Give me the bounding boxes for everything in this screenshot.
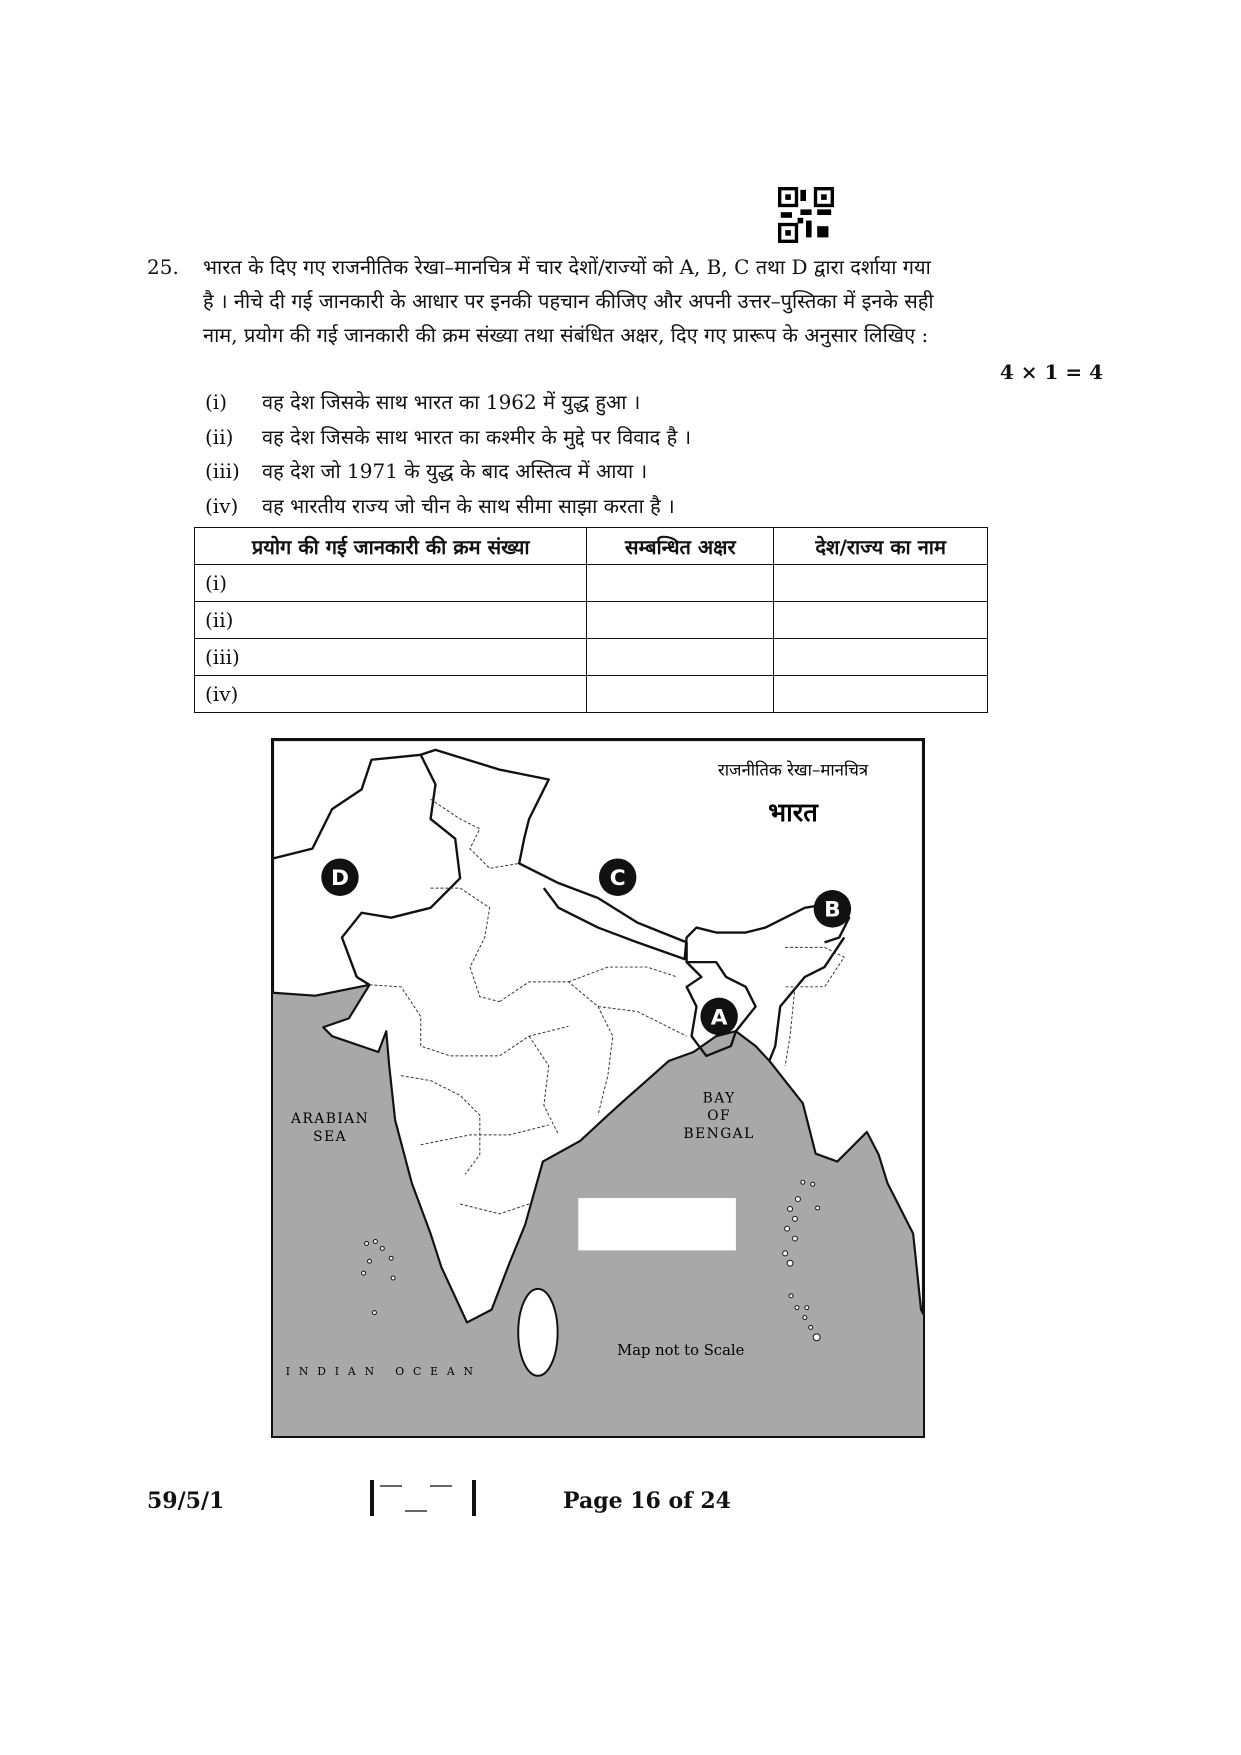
blank-label-box [578,1198,736,1250]
table-row [195,639,988,676]
question-line-3: नाम, प्रयोग की गई जानकारी की क्रम संख्या तथा संबंधित अक्षर, दिए गए प्रारूप के अनुसार लिखिए : [203,323,929,347]
barcode-mark [368,1478,478,1518]
bay-of-bengal-label-1: BAY [702,1090,736,1107]
table-cell: (i) [195,565,587,602]
table-cell [774,565,988,602]
marker-label: A [710,1005,728,1031]
table-cell: (iv) [195,676,587,713]
table-cell [774,639,988,676]
scale-note: Map not to Scale [617,1342,745,1360]
indian-ocean-label: INDIAN OCEAN [285,1364,482,1378]
table-row [195,602,988,639]
marker-b [814,890,851,928]
table-cell [587,676,774,713]
table-cell: (iii) [195,639,587,676]
marker-label: C [609,866,626,892]
item-text: वह देश जो 1971 के युद्ध के बाद अस्तित्व में आया । [262,459,648,483]
map-title: राजनीतिक रेखा–मानचित्र [717,759,869,780]
table-cell [774,676,988,713]
bay-of-bengal-label-3: BENGAL [683,1125,755,1142]
table-header: सम्बन्धित अक्षर [587,528,774,565]
table-header-row [195,528,988,565]
table-row [195,676,988,713]
item-label: (iv) [205,494,239,518]
table-cell [587,639,774,676]
marker-c [599,858,636,896]
question-line-1: भारत के दिए गए राजनीतिक रेखा–मानचित्र में चार देशों/राज्यों को A, B, C तथा D द्वारा दर्शाया गया [203,255,931,279]
question-number: 25. [147,255,179,279]
map-country: भारत [768,797,818,828]
item-text: वह देश जिसके साथ भारत का कश्मीर के मुद्दे पर विवाद है । [262,425,692,449]
sri-lanka [518,1289,557,1376]
arabian-sea-label-1: ARABIAN [291,1111,370,1128]
item-text: वह देश जिसके साथ भारत का 1962 में युद्ध हुआ । [262,390,641,414]
answer-format-table [194,527,988,713]
marker-d [321,858,358,896]
item-label: (iii) [205,459,240,483]
marker-label: B [824,897,841,923]
qr-code [778,187,834,243]
table-cell [587,602,774,639]
item-label: (i) [205,390,228,414]
table-cell: (ii) [195,602,587,639]
bay-of-bengal-label-2: OF [707,1108,732,1125]
table-cell [774,602,988,639]
item-text: वह भारतीय राज्य जो चीन के साथ सीमा साझा करता है । [262,494,675,518]
table-row [195,565,988,602]
marker-label: D [330,866,349,892]
page-number: Page 16 of 24 [563,1488,731,1514]
india-political-map [271,738,925,1438]
marks: 4 × 1 = 4 [999,360,1103,384]
arabian-sea-label-2: SEA [313,1128,348,1145]
marker-a [700,998,737,1036]
question-line-2: है । नीचे दी गई जानकारी के आधार पर इनकी पहचान कीजिए और अपनी उत्तर–पुस्तिका में इनके सही [203,289,934,313]
table-header: प्रयोग की गई जानकारी की क्रम संख्या [195,528,587,565]
paper-code: 59/5/1 [147,1488,225,1514]
table-header: देश/राज्य का नाम [774,528,988,565]
table-cell [587,565,774,602]
item-label: (ii) [205,425,234,449]
